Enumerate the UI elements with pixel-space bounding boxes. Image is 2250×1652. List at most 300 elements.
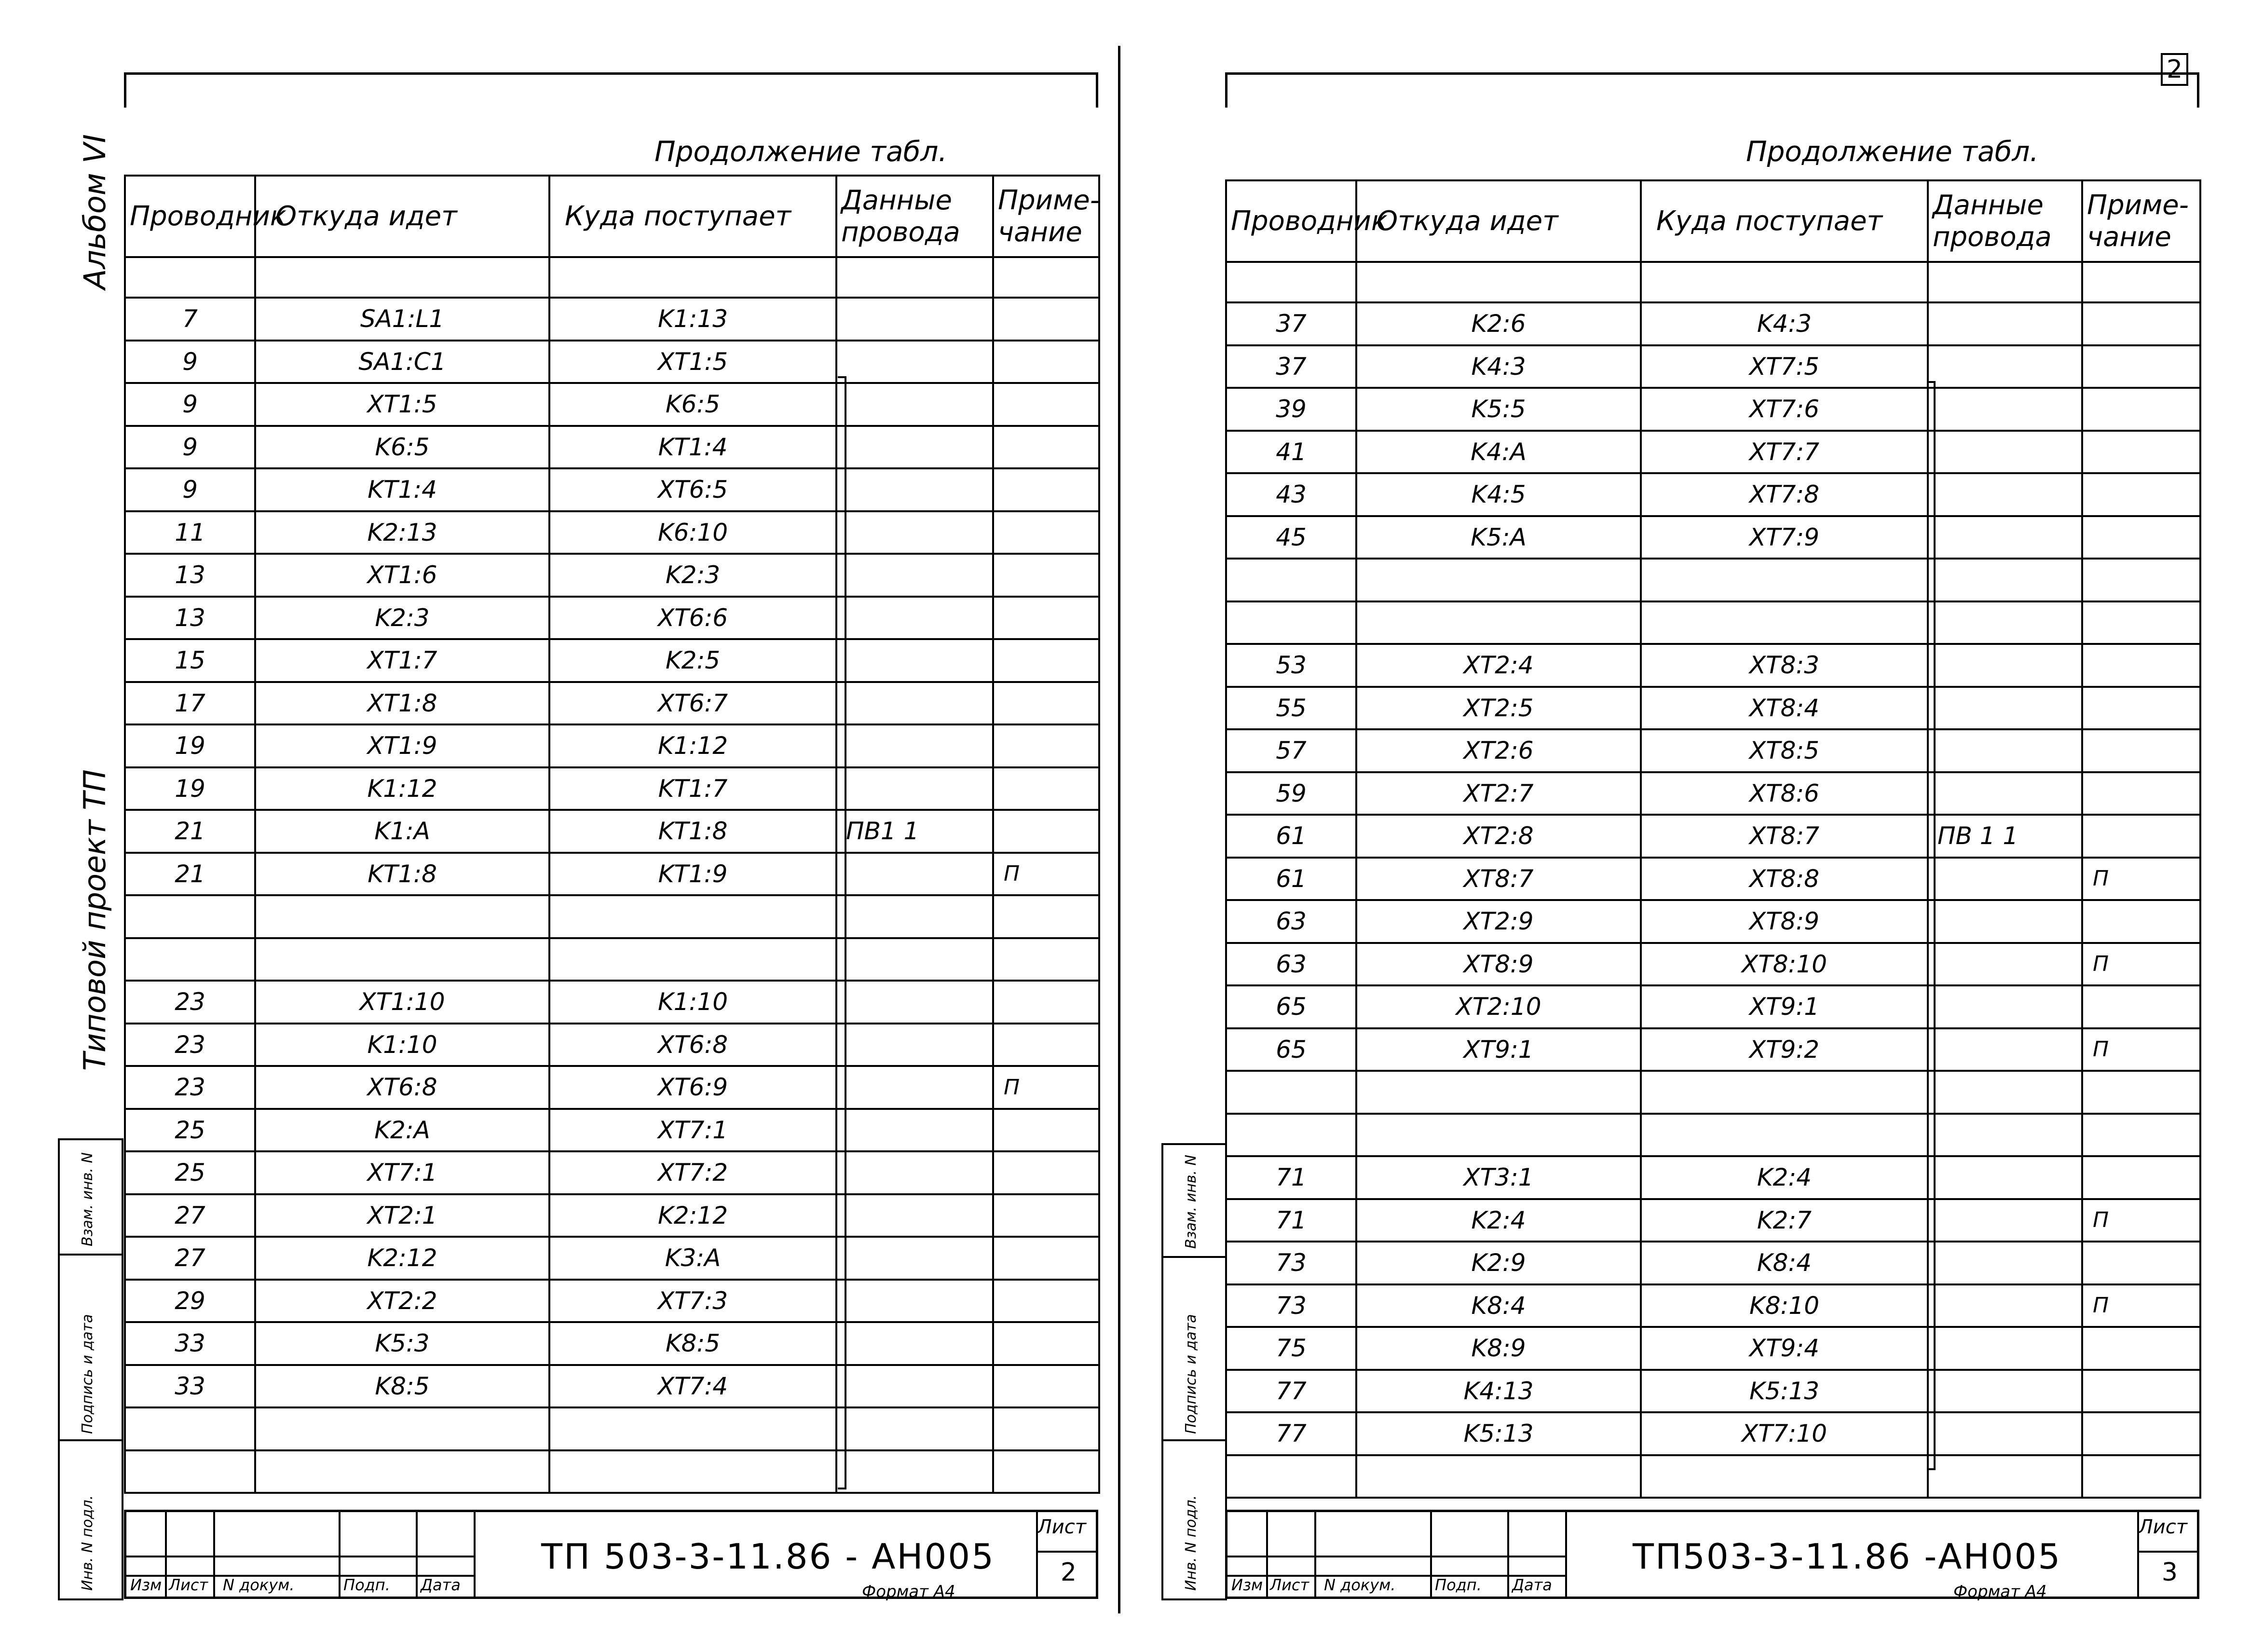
wire-number: 61 xyxy=(1226,858,1356,901)
table-row xyxy=(125,1109,1099,1152)
wire-data xyxy=(1928,1156,2082,1199)
wire-to: XT7:10 xyxy=(1641,1412,1928,1455)
wire-number: 25 xyxy=(125,1151,255,1194)
wire-number xyxy=(1226,1071,1356,1114)
wire-note xyxy=(2082,473,2200,516)
wire-from: K4:13 xyxy=(1356,1370,1641,1413)
col-note: Приме- чание xyxy=(993,176,1099,257)
stamp-izm: Изм xyxy=(130,1576,162,1594)
right-title-block xyxy=(1225,1510,2199,1599)
table-row xyxy=(125,810,1099,853)
wire-number: 23 xyxy=(125,1066,255,1109)
table-row xyxy=(1226,516,2200,559)
wire-data xyxy=(1928,858,2082,901)
wire-note xyxy=(993,682,1099,725)
wire-from xyxy=(255,895,549,938)
wire-to: K5:13 xyxy=(1641,1370,1928,1413)
wire-data xyxy=(836,511,993,554)
strip-podpis-right: Подпись и дата xyxy=(1183,1314,1200,1434)
wire-from: XT2:7 xyxy=(1356,772,1641,815)
left-side-strip xyxy=(58,1138,123,1600)
wire-data xyxy=(836,639,993,682)
wire-data xyxy=(836,682,993,725)
right-wire-table xyxy=(1225,179,2201,1499)
table-row xyxy=(1226,1199,2200,1242)
wire-number: 25 xyxy=(125,1109,255,1152)
wire-from: XT8:9 xyxy=(1356,943,1641,986)
wire-from: XT2:8 xyxy=(1356,815,1641,858)
wire-from xyxy=(1356,601,1641,644)
wire-to: K8:5 xyxy=(549,1322,836,1365)
wire-to: XT7:8 xyxy=(1641,473,1928,516)
wire-number xyxy=(1226,601,1356,644)
wire-from: XT9:1 xyxy=(1356,1028,1641,1071)
wire-number: 19 xyxy=(125,724,255,767)
wire-data xyxy=(1928,431,2082,474)
stamp-podp-right: Подп. xyxy=(1435,1576,1482,1594)
wire-data xyxy=(1928,601,2082,644)
stamp-ndokum: N докум. xyxy=(223,1576,295,1594)
table-row xyxy=(1226,601,2200,644)
wire-from: XT1:5 xyxy=(255,383,549,426)
wire-to: XT8:8 xyxy=(1641,858,1928,901)
wire-to: XT6:5 xyxy=(549,468,836,511)
wire-number: 37 xyxy=(1226,302,1356,345)
wire-data: ПВ 1 1 xyxy=(1928,815,2082,858)
col-from: Откуда идет xyxy=(255,176,549,257)
wire-from: SA1:C1 xyxy=(255,341,549,383)
wire-from: K1:10 xyxy=(255,1024,549,1066)
table-row xyxy=(125,639,1099,682)
wire-note xyxy=(2082,985,2200,1028)
wire-note: П xyxy=(2082,1028,2200,1071)
wire-number: 71 xyxy=(1226,1199,1356,1242)
wire-data xyxy=(836,1365,993,1408)
wire-to xyxy=(1641,1071,1928,1114)
right-continuation-title: Продолжение табл. xyxy=(1746,135,2039,168)
wire-data xyxy=(1928,1412,2082,1455)
col-conductor: Проводник xyxy=(125,176,255,257)
wire-from: XT7:1 xyxy=(255,1151,549,1194)
wire-from: K6:5 xyxy=(255,426,549,469)
wire-data xyxy=(1928,345,2082,388)
wire-note xyxy=(993,639,1099,682)
wire-note xyxy=(2082,1156,2200,1199)
wire-to: XT8:9 xyxy=(1641,900,1928,943)
wire-number: 19 xyxy=(125,767,255,810)
wire-data xyxy=(1928,1370,2082,1413)
wire-note xyxy=(2082,1114,2200,1157)
left-table-body xyxy=(125,257,1099,1493)
wire-note xyxy=(2082,1455,2200,1498)
wire-to: XT7:4 xyxy=(549,1365,836,1408)
page-corner-number: 2 xyxy=(2161,53,2188,86)
wire-note: П xyxy=(2082,858,2200,901)
wire-from xyxy=(1356,1071,1641,1114)
wire-from: K5:13 xyxy=(1356,1412,1641,1455)
left-continuation-title: Продолжение табл. xyxy=(655,135,947,168)
wire-data xyxy=(836,724,993,767)
wire-to: XT8:4 xyxy=(1641,687,1928,730)
wire-data xyxy=(836,1024,993,1066)
wire-number: 61 xyxy=(1226,815,1356,858)
strip-inv-podl: Инв. N подл. xyxy=(79,1495,96,1591)
stamp-ndokum-right: N докум. xyxy=(1324,1576,1396,1594)
left-sheet xyxy=(124,72,1100,1601)
stamp-podp: Подп. xyxy=(343,1576,390,1594)
wire-to: K2:7 xyxy=(1641,1199,1928,1242)
wire-number: 41 xyxy=(1226,431,1356,474)
wire-from xyxy=(255,1450,549,1493)
wire-note xyxy=(2082,1412,2200,1455)
wire-data xyxy=(836,341,993,383)
wire-from: XT8:7 xyxy=(1356,858,1641,901)
wire-number: 73 xyxy=(1226,1284,1356,1327)
wire-note xyxy=(2082,601,2200,644)
wire-data: ПВ1 1 xyxy=(836,810,993,853)
col-to-right: Куда поступает xyxy=(1641,180,1928,262)
table-row xyxy=(125,298,1099,341)
wire-note xyxy=(993,468,1099,511)
table-row xyxy=(125,1280,1099,1323)
wire-number: 73 xyxy=(1226,1242,1356,1284)
wire-to: XT7:5 xyxy=(1641,345,1928,388)
wire-to: K1:12 xyxy=(549,724,836,767)
wire-number: 45 xyxy=(1226,516,1356,559)
wire-to: K2:4 xyxy=(1641,1156,1928,1199)
wire-note xyxy=(2082,1370,2200,1413)
wire-to xyxy=(549,1407,836,1450)
left-format-label: Формат А4 xyxy=(862,1582,955,1601)
wire-note xyxy=(993,1322,1099,1365)
wire-to xyxy=(1641,601,1928,644)
wire-to xyxy=(1641,1114,1928,1157)
wire-note xyxy=(2082,345,2200,388)
wire-number: 15 xyxy=(125,639,255,682)
wire-note xyxy=(2082,388,2200,431)
table-row xyxy=(125,341,1099,383)
wire-data xyxy=(1928,1242,2082,1284)
table-row xyxy=(125,468,1099,511)
wire-note xyxy=(993,1109,1099,1152)
table-row xyxy=(125,1450,1099,1493)
wire-number: 13 xyxy=(125,597,255,640)
project-label: Типовой проект ТП xyxy=(77,769,112,1071)
wire-to: XT9:4 xyxy=(1641,1327,1928,1370)
right-sheet xyxy=(1225,72,2199,1601)
col-note-right: Приме- чание xyxy=(2082,180,2200,262)
wire-from: XT1:10 xyxy=(255,981,549,1024)
wire-from xyxy=(255,938,549,981)
wire-from: SA1:L1 xyxy=(255,298,549,341)
wire-note xyxy=(993,724,1099,767)
wire-data xyxy=(836,298,993,341)
wire-from: K2:12 xyxy=(255,1237,549,1280)
left-document-code: ТП 503-3-11.86 - АН005 xyxy=(541,1536,995,1577)
album-label: Альбом VI xyxy=(77,134,112,289)
wire-number xyxy=(125,1450,255,1493)
wire-note xyxy=(993,511,1099,554)
table-row xyxy=(125,1237,1099,1280)
table-row xyxy=(1226,1370,2200,1413)
table-row xyxy=(1226,1071,2200,1114)
wire-data xyxy=(1928,1284,2082,1327)
wire-to: K6:10 xyxy=(549,511,836,554)
right-side-strip xyxy=(1161,1143,1227,1600)
table-row xyxy=(1226,644,2200,687)
left-top-frame xyxy=(124,72,1098,108)
wire-number: 9 xyxy=(125,341,255,383)
wire-note xyxy=(993,597,1099,640)
wire-to: XT8:6 xyxy=(1641,772,1928,815)
wire-to: XT9:2 xyxy=(1641,1028,1928,1071)
wire-to xyxy=(549,895,836,938)
table-row xyxy=(125,724,1099,767)
wire-number: 17 xyxy=(125,682,255,725)
wire-note xyxy=(993,554,1099,597)
table-row xyxy=(125,426,1099,469)
wire-note xyxy=(2082,1327,2200,1370)
wire-data xyxy=(1928,1455,2082,1498)
wire-note xyxy=(2082,559,2200,601)
wire-data xyxy=(1928,772,2082,815)
wire-number: 21 xyxy=(125,853,255,896)
wire-from: K2:4 xyxy=(1356,1199,1641,1242)
table-row xyxy=(1226,1242,2200,1284)
wire-number xyxy=(125,1407,255,1450)
wire-from: K2:A xyxy=(255,1109,549,1152)
wire-number: 33 xyxy=(125,1365,255,1408)
left-spacer-row xyxy=(125,257,1099,298)
col-wire-data: Данные провода xyxy=(836,176,993,257)
wire-data xyxy=(836,938,993,981)
wire-from: K4:3 xyxy=(1356,345,1641,388)
wire-from: XT2:5 xyxy=(1356,687,1641,730)
col-to: Куда поступает xyxy=(549,176,836,257)
wire-to: KT1:7 xyxy=(549,767,836,810)
wire-data xyxy=(836,1109,993,1152)
wire-number: 33 xyxy=(125,1322,255,1365)
wire-from: XT2:10 xyxy=(1356,985,1641,1028)
wire-data xyxy=(1928,943,2082,986)
table-row xyxy=(125,1322,1099,1365)
wire-note xyxy=(2082,516,2200,559)
strip-vzam-inv: Взам. инв. N xyxy=(79,1152,96,1246)
wire-note: П xyxy=(2082,943,2200,986)
wire-from: K8:4 xyxy=(1356,1284,1641,1327)
wire-number: 65 xyxy=(1226,1028,1356,1071)
wire-number: 71 xyxy=(1226,1156,1356,1199)
right-format-label: Формат А4 xyxy=(1953,1582,2047,1601)
wire-to: XT7:9 xyxy=(1641,516,1928,559)
right-stamp-grid xyxy=(1227,1512,1567,1597)
wire-note xyxy=(993,1280,1099,1323)
wire-note xyxy=(993,1024,1099,1066)
wire-from: XT2:6 xyxy=(1356,729,1641,772)
stamp-data-right: Дата xyxy=(1512,1576,1552,1594)
wire-from: XT1:8 xyxy=(255,682,549,725)
wire-data xyxy=(1928,985,2082,1028)
wire-data xyxy=(836,1237,993,1280)
right-header-row xyxy=(1226,180,2200,262)
wire-note xyxy=(993,1194,1099,1237)
wire-from: XT1:6 xyxy=(255,554,549,597)
table-row xyxy=(1226,302,2200,345)
strip-podpis: Подпись и дата xyxy=(79,1314,96,1434)
wire-to: K4:3 xyxy=(1641,302,1928,345)
wire-note xyxy=(2082,431,2200,474)
wire-number: 77 xyxy=(1226,1412,1356,1455)
table-row xyxy=(1226,729,2200,772)
wire-from: XT2:9 xyxy=(1356,900,1641,943)
table-row xyxy=(1226,900,2200,943)
wire-to xyxy=(549,1450,836,1493)
wire-to: XT7:2 xyxy=(549,1151,836,1194)
wire-note: П xyxy=(993,853,1099,896)
wire-to: XT8:3 xyxy=(1641,644,1928,687)
table-row xyxy=(125,511,1099,554)
wire-data xyxy=(836,895,993,938)
wire-to: XT1:5 xyxy=(549,341,836,383)
wire-data xyxy=(836,1407,993,1450)
table-row xyxy=(1226,772,2200,815)
wire-from: K5:5 xyxy=(1356,388,1641,431)
wire-note xyxy=(993,895,1099,938)
wire-number: 21 xyxy=(125,810,255,853)
wire-note xyxy=(993,383,1099,426)
wire-number: 23 xyxy=(125,1024,255,1066)
wire-to: K2:3 xyxy=(549,554,836,597)
table-row xyxy=(125,895,1099,938)
wire-to: K2:12 xyxy=(549,1194,836,1237)
table-row xyxy=(1226,473,2200,516)
wire-note xyxy=(993,426,1099,469)
table-row xyxy=(125,1151,1099,1194)
table-row xyxy=(1226,985,2200,1028)
wire-to: XT6:9 xyxy=(549,1066,836,1109)
wire-note: П xyxy=(2082,1284,2200,1327)
wire-from xyxy=(1356,559,1641,601)
wire-to: XT8:7 xyxy=(1641,815,1928,858)
stamp-list: Лист xyxy=(169,1576,208,1594)
wire-number: 29 xyxy=(125,1280,255,1323)
wire-to: K3:A xyxy=(549,1237,836,1280)
wire-note xyxy=(2082,729,2200,772)
sheet-divider xyxy=(1118,46,1120,1613)
wire-from: XT2:4 xyxy=(1356,644,1641,687)
wire-to: XT7:7 xyxy=(1641,431,1928,474)
wire-data xyxy=(1928,559,2082,601)
wire-from: K2:13 xyxy=(255,511,549,554)
wire-data xyxy=(836,597,993,640)
wire-from: XT1:9 xyxy=(255,724,549,767)
wire-to xyxy=(1641,559,1928,601)
wire-data xyxy=(836,1151,993,1194)
table-row xyxy=(1226,1114,2200,1157)
wire-data xyxy=(1928,1199,2082,1242)
left-data-bracket xyxy=(838,376,846,1489)
wire-number: 65 xyxy=(1226,985,1356,1028)
wire-from: XT3:1 xyxy=(1356,1156,1641,1199)
table-row xyxy=(125,1407,1099,1450)
table-row xyxy=(1226,815,2200,858)
wire-to: KT1:8 xyxy=(549,810,836,853)
wire-number xyxy=(1226,1455,1356,1498)
wire-to: K1:10 xyxy=(549,981,836,1024)
table-row xyxy=(125,1365,1099,1408)
right-data-bracket xyxy=(1927,381,1936,1470)
wire-from: XT2:1 xyxy=(255,1194,549,1237)
strip-vzam-inv-right: Взам. инв. N xyxy=(1183,1155,1200,1249)
wire-data xyxy=(1928,516,2082,559)
table-row xyxy=(125,597,1099,640)
wire-data xyxy=(1928,900,2082,943)
wire-data xyxy=(836,1066,993,1109)
wire-number: 9 xyxy=(125,468,255,511)
stamp-list-right: Лист xyxy=(1270,1576,1309,1594)
wire-from: K1:A xyxy=(255,810,549,853)
wire-from: K5:3 xyxy=(255,1322,549,1365)
wire-number: 27 xyxy=(125,1237,255,1280)
wire-to xyxy=(549,938,836,981)
wire-to: K6:5 xyxy=(549,383,836,426)
wire-number: 9 xyxy=(125,383,255,426)
wire-data xyxy=(836,468,993,511)
wire-data xyxy=(836,1194,993,1237)
left-stamp-grid xyxy=(126,1512,476,1597)
wire-from: XT6:8 xyxy=(255,1066,549,1109)
table-row xyxy=(1226,943,2200,986)
table-row xyxy=(125,554,1099,597)
wire-number: 63 xyxy=(1226,900,1356,943)
wire-data xyxy=(836,767,993,810)
wire-note xyxy=(993,981,1099,1024)
col-wire-data-right: Данные провода xyxy=(1928,180,2082,262)
wire-to: XT9:1 xyxy=(1641,985,1928,1028)
wire-from: K5:A xyxy=(1356,516,1641,559)
wire-data xyxy=(1928,388,2082,431)
table-row xyxy=(125,767,1099,810)
strip-inv-podl-right: Инв. N подл. xyxy=(1183,1495,1200,1591)
wire-to: XT8:5 xyxy=(1641,729,1928,772)
wire-data xyxy=(1928,473,2082,516)
wire-number: 55 xyxy=(1226,687,1356,730)
table-row xyxy=(1226,1455,2200,1498)
wire-data xyxy=(836,426,993,469)
table-row xyxy=(125,383,1099,426)
wire-note: П xyxy=(2082,1199,2200,1242)
wire-number: 63 xyxy=(1226,943,1356,986)
wire-from: K4:A xyxy=(1356,431,1641,474)
wire-data xyxy=(1928,644,2082,687)
wire-note xyxy=(993,1237,1099,1280)
left-wire-table xyxy=(124,175,1100,1494)
wire-from: K1:12 xyxy=(255,767,549,810)
wire-number: 43 xyxy=(1226,473,1356,516)
wire-data xyxy=(1928,1071,2082,1114)
table-row xyxy=(1226,345,2200,388)
wire-note xyxy=(2082,815,2200,858)
wire-note xyxy=(993,1407,1099,1450)
wire-to: XT7:6 xyxy=(1641,388,1928,431)
table-row xyxy=(1226,559,2200,601)
wire-number xyxy=(125,938,255,981)
wire-data xyxy=(836,981,993,1024)
wire-note xyxy=(993,1365,1099,1408)
wire-number: 37 xyxy=(1226,345,1356,388)
table-row xyxy=(1226,431,2200,474)
table-row xyxy=(125,1024,1099,1066)
